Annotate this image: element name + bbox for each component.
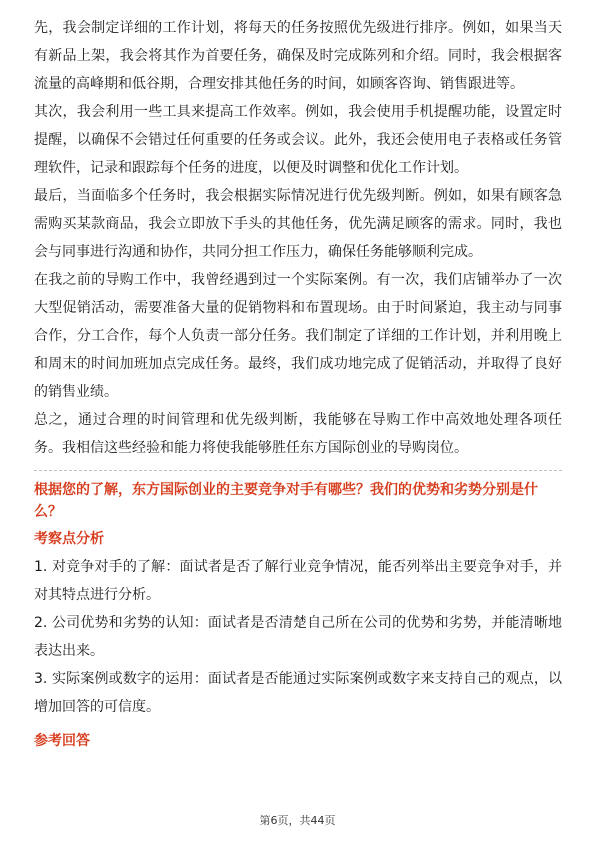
interview-question: 根据您的了解，东方国际创业的主要竞争对手有哪些？我们的优势和劣势分别是什么？ [34,482,538,520]
reference-answer-title: 参考回答 [34,733,90,749]
analysis-point: 2. 公司优势和劣势的认知：面试者是否清楚自己所在公司的优势和劣势，并能清晰地表达出来。 [34,615,562,659]
analysis-point: 1. 对竞争对手的了解：面试者是否了解行业竞争情况，能否列举出主要竞争对手，并对其特点进行分析。 [34,559,562,603]
answer-paragraph: 先，我会制定详细的工作计划，将每天的任务按照优先级进行排序。例如，如果当天有新品上架，我会将其作为首要任务，确保及时完成陈列和介绍。同时，我会根据客流量的高峰期和低谷期，合理安排其他任务的时间，如顾客咨询、销售跟进等。 [34,20,562,92]
answer-paragraph: 其次，我会利用一些工具来提高工作效率。例如，我会使用手机提醒功能，设置定时提醒，以确保不会错过任何重要的任务或会议。此外，我还会使用电子表格或任务管理软件，记录和跟踪每个任务的进度，以便及时调整和优化工作计划。 [34,104,562,176]
analysis-point: 3. 实际案例或数字的运用：面试者是否能通过实际案例或数字来支持自己的观点，以增加回答的可信度。 [34,671,562,715]
analysis-title: 考察点分析 [34,531,104,547]
answer-paragraph: 总之，通过合理的时间管理和优先级判断，我能够在导购工作中高效地处理各项任务。我相信这些经验和能力将使我能够胜任东方国际创业的导购岗位。 [34,412,562,456]
answer-paragraph: 在我之前的导购工作中，我曾经遇到过一个实际案例。有一次，我们店铺举办了一次大型促销活动，需要准备大量的促销物料和布置现场。由于时间紧迫，我主动与同事合作，分工合作，每个人负责一部分任务。我们制定了详细的工作计划，并利用晚上和周末的时间加班加点完成任务。最终，我们成功地完成了促销活动，并取得了良好的销售业绩。 [34,272,562,400]
answer-paragraph: 最后，当面临多个任务时，我会根据实际情况进行优先级判断。例如，如果有顾客急需购买某款商品，我会立即放下手头的其他任务，优先满足顾客的需求。同时，我也会与同事进行沟通和协作，共同分担工作压力，确保任务能够顺利完成。 [34,188,562,260]
page-footer: 第6页，共44页 [259,814,336,827]
page-content [34,14,562,755]
section-divider [34,470,562,471]
